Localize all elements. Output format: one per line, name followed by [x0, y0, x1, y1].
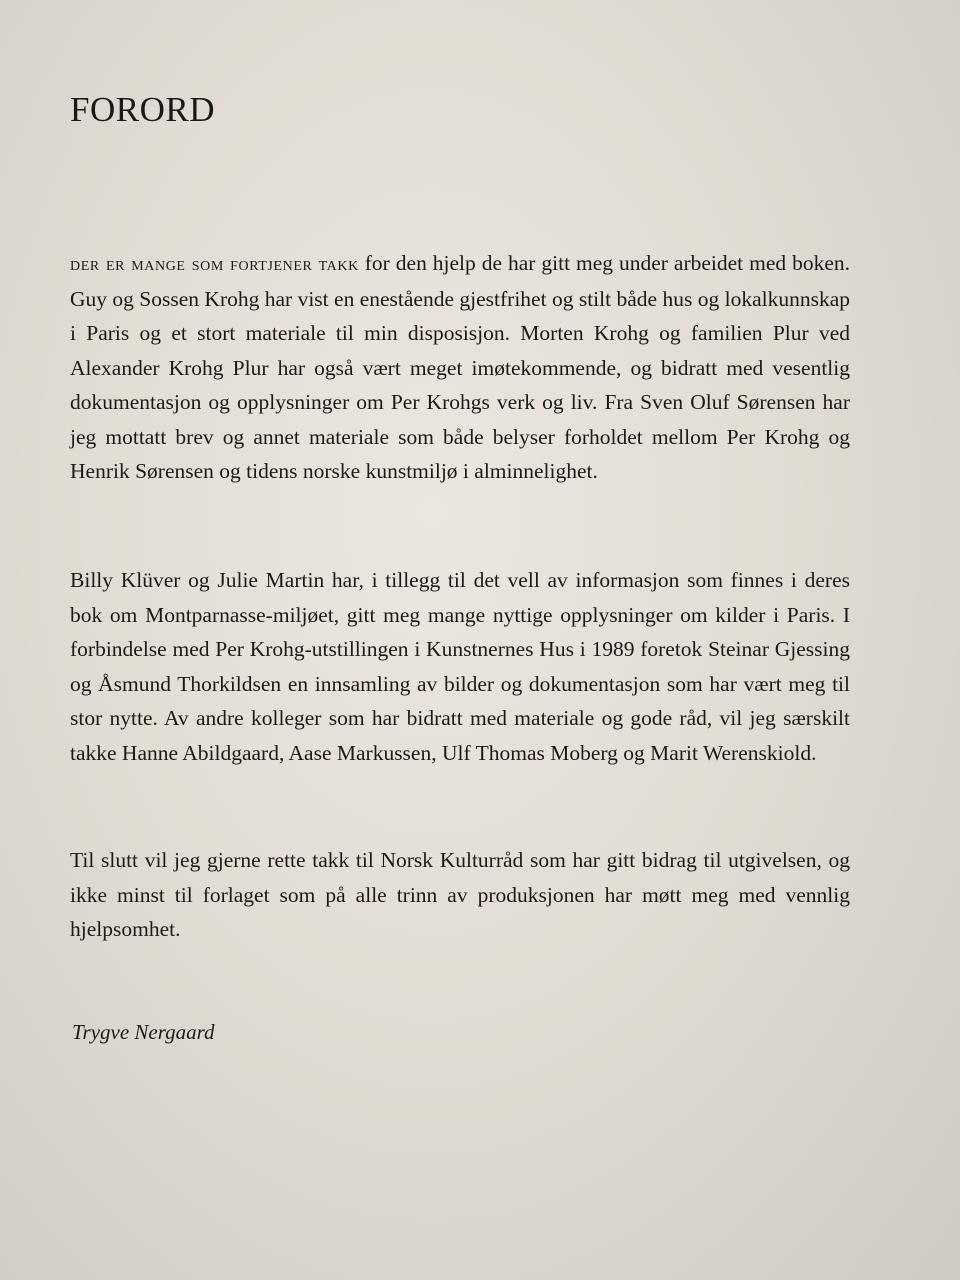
author-signature: Trygve Nergaard	[72, 1020, 215, 1044]
paragraph-1-text: for den hjelp de har gitt meg under arbeidet med boken. Guy og Sossen Krohg har vist en enestående gjestfrihet og stilt både hus og lokalkunnskap i Paris og et stort materiale til min disposisjon. Morten Krohg og familien Plur ved Alexander Krohg Plur har også vært meget imøtekommende, og bidratt med vesentlig dokumentasjon og opplysninger om Per Krohgs verk og liv. Fra Sven Oluf Sørensen har jeg mottatt brev og annet materiale som både belyser forholdet mellom Per Krohg og Henrik Sørensen og tidens norske kunstmiljø i alminnelighet.	[70, 251, 850, 483]
paragraph-acknowledgements-1	[70, 246, 850, 489]
paragraph-acknowledgements-3: Til slutt vil jeg gjerne rette takk til Norsk Kulturråd som har gitt bidrag til utgivelsen, og ikke minst til forlaget som på alle trinn av produksjonen har møtt meg med vennlig hjelpsomhet.	[70, 848, 850, 941]
page-title: FORORD	[70, 90, 215, 129]
lead-in-smallcaps: der er mange som fortjener takk	[70, 253, 359, 275]
paragraph-acknowledgements-2: Billy Klüver og Julie Martin har, i tillegg til det vell av informasjon som finnes i deres bok om Montparnasse-miljøet, gitt meg mange nyttige opplysninger om kilder i Paris. I forbindelse med Per Krohg-utstillingen i Kunstnernes Hus i 1989 foretok Steinar Gjessing og Åsmund Thorkildsen en innsamling av bilder og dokumentasjon som har vært meg til stor nytte. Av andre kolleger som har bidratt med materiale og gode råd, vil jeg særskilt takke Hanne Abildgaard, Aase Markussen, Ulf Thomas Moberg og Marit Werenskiold.	[70, 568, 850, 765]
